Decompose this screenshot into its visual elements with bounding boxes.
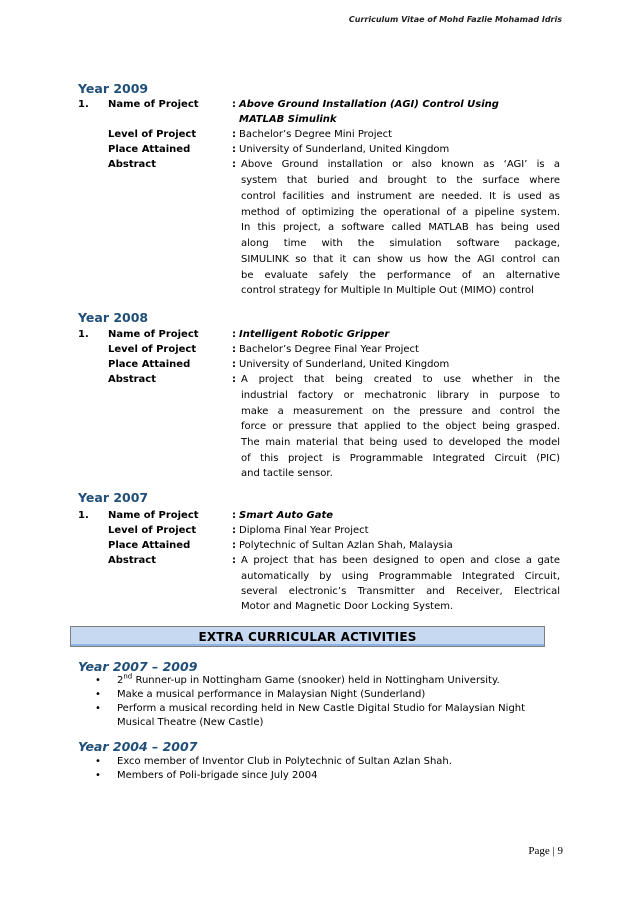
- place-value: University of Sunderland, United Kingdom: [239, 359, 450, 370]
- abstract-line: Above Ground installation or also known as ‘AGI’ is a: [241, 159, 560, 170]
- superscript: nd: [123, 672, 133, 681]
- abstract-line: industrial factory or mechatronic library in purpose to: [241, 390, 560, 401]
- project-title: Smart Auto Gate: [239, 510, 334, 521]
- name-label: Name of Project: [108, 510, 199, 521]
- colon: :: [232, 525, 236, 536]
- place-value: University of Sunderland, United Kingdom: [239, 144, 450, 155]
- activity-list: [95, 674, 565, 730]
- name-label: Name of Project: [108, 329, 199, 340]
- abstract-label: Abstract: [108, 555, 157, 566]
- level-label: Level of Project: [108, 525, 197, 536]
- project-title: Intelligent Robotic Gripper: [239, 329, 390, 340]
- project-number: 1.: [78, 99, 89, 110]
- place-label: Place Attained: [108, 359, 191, 370]
- colon: :: [232, 510, 236, 521]
- place-label: Place Attained: [108, 540, 191, 551]
- page-number: 9: [557, 845, 563, 857]
- list-item-text: Runner-up in Nottingham Game (snooker) held in Nottingham University.: [132, 675, 500, 686]
- page-footer: [528, 845, 563, 857]
- abstract-line: Motor and Magnetic Door Locking System.: [241, 601, 454, 612]
- abstract-line: The main material that being used to developed the model: [241, 437, 560, 448]
- name-label: Name of Project: [108, 99, 199, 110]
- abstract-line: control strategy for Multiple In Multiple Out (MIMO) control: [241, 285, 534, 296]
- colon: :: [232, 359, 236, 370]
- abstract-line: system that buried and brought to the surface where: [241, 175, 560, 186]
- list-item: [95, 769, 565, 783]
- colon: :: [232, 555, 236, 566]
- colon: :: [232, 129, 236, 140]
- list-item-text: Exco member of Inventor Club in Polytechnic of Sultan Azlan Shah.: [117, 756, 452, 767]
- colon: :: [232, 540, 236, 551]
- project-number: 1.: [78, 329, 89, 340]
- abstract-label: Abstract: [108, 374, 157, 385]
- abstract-line: method of optimizing the operational of a pipeline system.: [241, 207, 560, 218]
- level-label: Level of Project: [108, 129, 197, 140]
- extra-curricular-banner: [70, 626, 545, 647]
- project-number: 1.: [78, 510, 89, 521]
- abstract-line: of this project is Programmable Integrated Circuit (PIC): [241, 453, 560, 464]
- page-header: Curriculum Vitae of Mohd Fazlie Mohamad Idris: [348, 15, 562, 24]
- abstract-line: A project that being created to use whether in the: [241, 374, 560, 385]
- abstract-line: automatically by using Programmable Integrated Circuit,: [241, 571, 560, 582]
- abstract-line: and tactile sensor.: [241, 468, 333, 479]
- bullet-icon: •: [95, 703, 101, 714]
- level-value: Bachelor’s Degree Final Year Project: [239, 344, 419, 355]
- colon: :: [232, 99, 236, 110]
- level-value: Bachelor’s Degree Mini Project: [239, 129, 393, 140]
- abstract-line: make a measurement on the pressure and control the: [241, 406, 560, 417]
- abstract-line: several electronic’s Transmitter and Receiver, Electrical: [241, 586, 560, 597]
- bullet-icon: •: [95, 770, 101, 781]
- list-item: [95, 755, 565, 769]
- list-item-text: 2: [117, 675, 124, 686]
- project-title: MATLAB Simulink: [239, 114, 337, 125]
- year-heading: Year 2007: [78, 490, 149, 505]
- activity-list: [95, 755, 565, 783]
- abstract-line: In this project, a software called MATLAB has being used: [241, 222, 560, 233]
- level-label: Level of Project: [108, 344, 197, 355]
- colon: :: [232, 344, 236, 355]
- colon: :: [232, 374, 236, 385]
- list-item-text: Members of Poli-brigade since July 2004: [117, 770, 318, 781]
- abstract-line: be evaluate safely the performance of an alternative: [241, 270, 560, 281]
- list-item: [95, 674, 565, 688]
- year-heading: Year 2007 – 2009: [78, 659, 198, 674]
- list-item-text: Make a musical performance in Malaysian Night (Sunderland): [117, 689, 426, 700]
- abstract-label: Abstract: [108, 159, 157, 170]
- abstract-line: control facilities and instrument are needed. It is used as: [241, 191, 560, 202]
- list-item: [95, 688, 565, 702]
- abstract-line: SIMULINK so that it can show us how the AGI control can: [241, 254, 560, 265]
- abstract-line: A project that has been designed to open and close a gate: [241, 555, 560, 566]
- year-heading: Year 2009: [78, 81, 149, 96]
- project-title: Above Ground Installation (AGI) Control Using: [239, 99, 499, 110]
- bullet-icon: •: [95, 675, 101, 686]
- place-label: Place Attained: [108, 144, 191, 155]
- year-heading: Year 2004 – 2007: [78, 739, 198, 754]
- year-heading: Year 2008: [78, 310, 149, 325]
- colon: :: [232, 144, 236, 155]
- bullet-icon: •: [95, 756, 101, 767]
- colon: :: [232, 329, 236, 340]
- list-item: [95, 702, 565, 730]
- level-value: Diploma Final Year Project: [239, 525, 369, 536]
- banner-title: EXTRA CURRICULAR ACTIVITIES: [198, 629, 417, 644]
- page-separator: |: [552, 845, 555, 857]
- colon: :: [232, 159, 236, 170]
- abstract-line: along time with the simulation software package,: [241, 238, 560, 249]
- page-label: Page: [528, 845, 550, 857]
- bullet-icon: •: [95, 689, 101, 700]
- list-item-text: Perform a musical recording held in New Castle Digital Studio for Malaysian Night Musical Theatre (New Castle): [117, 703, 526, 728]
- place-value: Polytechnic of Sultan Azlan Shah, Malaysia: [239, 540, 453, 551]
- abstract-line: force or pressure that applied to the object being grasped.: [241, 421, 560, 432]
